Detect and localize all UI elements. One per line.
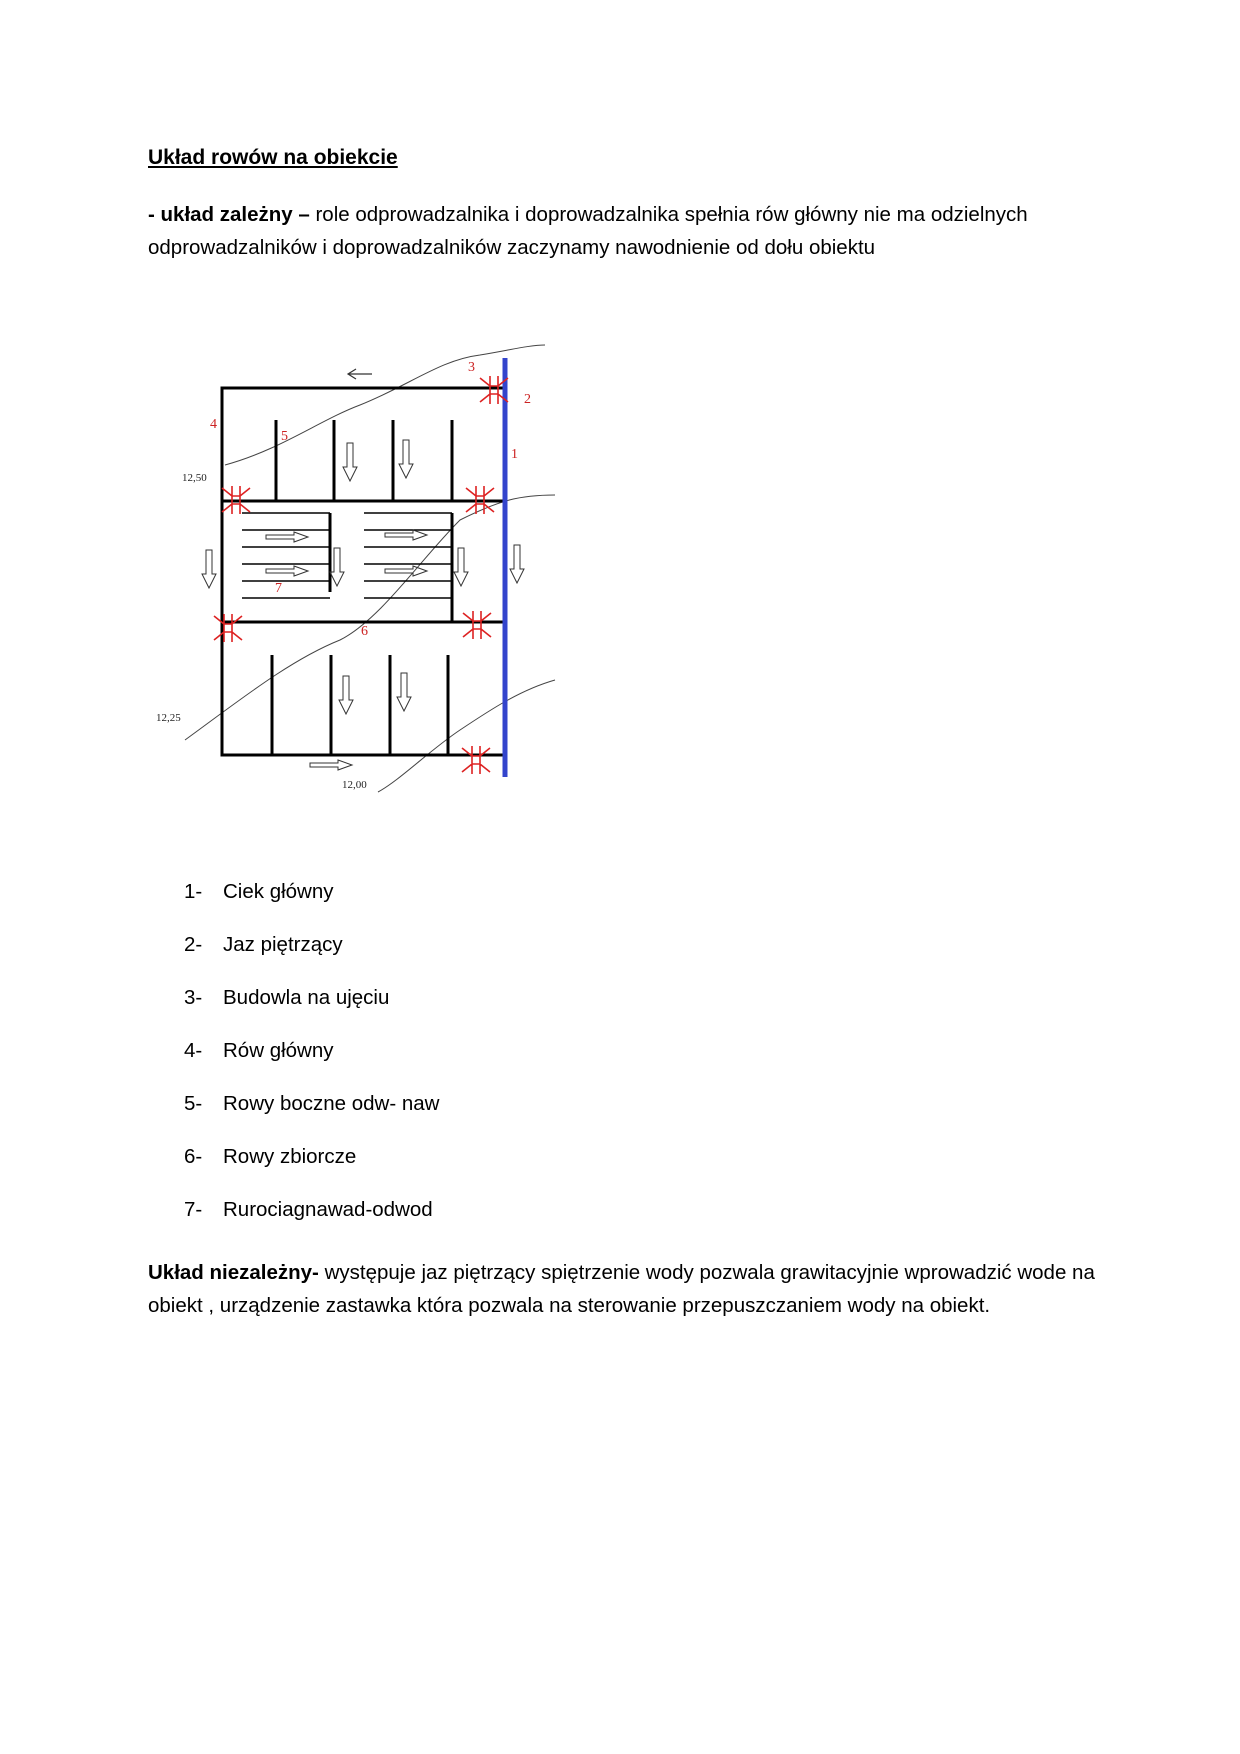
legend-item	[184, 880, 440, 933]
legend-item	[184, 1092, 440, 1145]
label-1: 1	[511, 447, 518, 462]
independent-system-text: występuje jaz piętrzący spiętrzenie wody pozwala grawitacyjnie wprowadzić wode na obiekt , urządzenie zastawka która pozwala na sterowanie przepuszczaniem wody na obiekt.	[148, 1261, 1095, 1317]
label-3: 3	[468, 360, 475, 375]
pipeline-lines	[242, 513, 452, 598]
label-7: 7	[275, 581, 282, 596]
weir-structure	[463, 611, 491, 639]
label-6: 6	[361, 624, 368, 639]
label-2: 2	[524, 392, 531, 407]
legend-number: 1-	[184, 880, 203, 903]
flow-arrow-right	[385, 530, 427, 540]
flow-arrow-down	[397, 673, 411, 711]
independent-system-term: Układ niezależny-	[148, 1261, 319, 1284]
flow-arrow-down	[339, 676, 353, 714]
label-4: 4	[210, 417, 217, 432]
contour-line	[225, 345, 545, 465]
legend-item	[184, 933, 440, 986]
flow-arrow-down	[330, 548, 344, 586]
elevation-1225: 12,25	[156, 712, 181, 724]
page-title: Układ rowów na obiekcie	[148, 146, 398, 169]
independent-system-paragraph	[148, 1256, 1108, 1322]
flow-arrow-right	[385, 566, 427, 576]
legend-label: Ciek główny	[223, 880, 334, 903]
elevation-1250: 12,50	[182, 472, 207, 484]
legend-label: Rurociagnawad-odwod	[223, 1198, 433, 1221]
legend-label: Rów główny	[223, 1039, 334, 1062]
main-ditch-outline	[222, 388, 505, 755]
flow-arrow-down	[454, 548, 468, 586]
legend-number: 5-	[184, 1092, 203, 1115]
flow-arrow-down	[202, 550, 216, 588]
dependent-system-text: role odprowadzalnika i doprowadzalnika spełnia rów główny nie ma odzielnych odprowadzalników i doprowadzalników zaczynamy nawodnienie od dołu obiektu	[148, 203, 1028, 259]
dependent-system-paragraph	[148, 198, 1108, 264]
flow-arrow-right	[266, 532, 308, 542]
flow-arrow-left	[348, 369, 372, 379]
weir-structure	[214, 614, 242, 642]
flow-arrow-down	[510, 545, 524, 583]
legend-number: 6-	[184, 1145, 203, 1168]
legend-number: 7-	[184, 1198, 203, 1221]
flow-arrow-down	[343, 443, 357, 481]
flow-arrow-right	[310, 760, 352, 770]
dependent-system-term: - układ zależny –	[148, 203, 310, 226]
legend-number: 2-	[184, 933, 203, 956]
legend-label: Jaz piętrzący	[223, 933, 343, 956]
legend-label: Budowla na ujęciu	[223, 986, 390, 1009]
legend-list	[184, 880, 440, 1251]
weir-structure	[462, 746, 490, 774]
contour-line	[378, 680, 555, 792]
legend-item	[184, 986, 440, 1039]
legend-item	[184, 1039, 440, 1092]
ditch-layout-diagram	[150, 335, 570, 805]
legend-label: Rowy boczne odw- naw	[223, 1092, 440, 1115]
legend-item	[184, 1198, 440, 1251]
legend-label: Rowy zbiorcze	[223, 1145, 357, 1168]
legend-item	[184, 1145, 440, 1198]
flow-arrow-down	[399, 440, 413, 478]
legend-number: 3-	[184, 986, 203, 1009]
elevation-1200: 12,00	[342, 779, 367, 791]
legend-number: 4-	[184, 1039, 203, 1062]
flow-arrow-right	[266, 566, 308, 576]
label-5: 5	[281, 429, 288, 444]
